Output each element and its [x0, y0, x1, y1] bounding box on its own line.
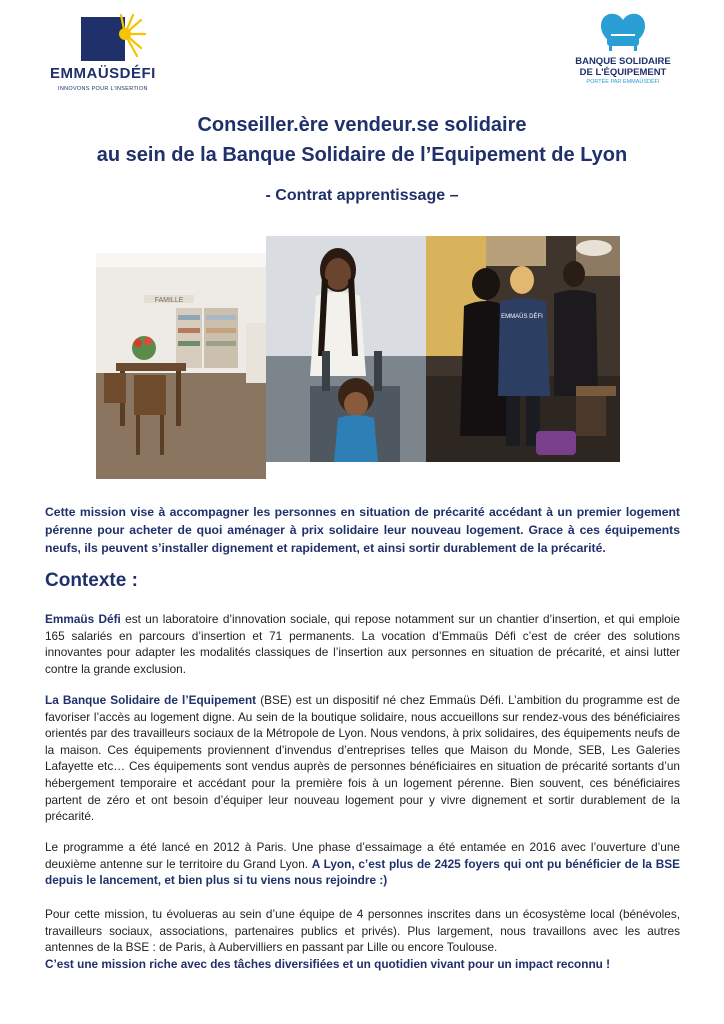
context-heading: Contexte : — [45, 570, 138, 591]
sun-icon — [81, 12, 151, 62]
team-showroom-photo — [426, 236, 620, 462]
paragraph-mission — [45, 906, 680, 972]
lyon-highlight: A Lyon, c’est plus de 2425 foyers qui ont pu bénéficier de la BSE depuis le lancement, et bien plus si tu viens nous rejoindre :) — [45, 856, 680, 888]
paragraph-emmaus-defi-text: est un laboratoire d’innovation sociale, qui repose notamment sur un chantier d’insertion, et qui emploie 165 salariés en parcours d’insertion et 71 permanents. La vocation d’Emmaüs Défi c’est de créer des solutions innovantes pour adapter les modalités classiques de l’insertion aux personnes en situation de précarité, et ainsi lutter contre la grande exclusion. — [45, 612, 680, 676]
paragraph-bse — [45, 692, 680, 825]
page-title-line2: au sein de la Banque Solidaire de l’Equipement de Lyon — [96, 144, 628, 166]
shop-interior-photo — [96, 253, 266, 479]
bse-name: La Banque Solidaire de l’Equipement — [45, 693, 257, 707]
bse-logo-line1: BANQUE SOLIDAIRE — [575, 56, 671, 67]
paragraph-programme-text: Le programme a été lancé en 2012 à Paris. Une phase d’essaimage a été entamée en 2016 avec l’ouverture d’une deuxième antenne sur le territoire du Grand Lyon. — [45, 840, 680, 871]
paragraph-mission-text: Pour cette mission, tu évolueras au sein d’une équipe de 4 personnes inscrites dans un écosystème local (bénévoles, travailleurs sociaux, associations, partenaires publics et privés). Plus largement, nous travaillons avec les autres antennes de la BSE : de Paris, à Aubervilliers en passant par Lille ou encore Toulouse. — [45, 907, 680, 955]
heart-sofa-icon — [595, 10, 651, 54]
vest-label: EMMAÜS DÉFI — [501, 314, 543, 320]
page-title-line1: Conseiller.ère vendeur.se solidaire — [197, 114, 527, 136]
contract-subtitle: - Contrat apprentissage – — [265, 187, 459, 204]
bse-logo — [568, 10, 678, 105]
paragraph-programme — [45, 839, 680, 889]
paragraph-bse-text: (BSE) est un dispositif né chez Emmaüs Défi. L’ambition du programme est de favoriser l’accès au logement digne. Au sein de la boutique solidaire, nous accueillons sur rendez-vous des bénéficiaires orientés par des travailleurs sociaux de la Métropole de Lyon. Nous vendons, à prix solidaires, des équipements neufs de la maison. Ces équipements proviennent d’invendus d’entreprises telles que Maison du Monde, SEB, Les Galeries Lafayette etc… Ces équipements sont vendus auprès de personnes bénéficiaires en situation de précarité sortants d’un hébergement temporaire et accédant pour la première fois à un logement pérenne. Bien souvent, ces bénéficiaires partent de zéro et ont besoin d’équiper leur nouveau logement pour y vivre dignement et sortir durablement de la précarité. — [45, 693, 680, 824]
bse-logo-line2: DE L'ÉQUIPEMENT — [579, 67, 667, 78]
emmaus-defi-logo — [48, 12, 168, 100]
mission-intro: Cette mission vise à accompagner les personnes en situation de précarité accédant à un premier logement pérenne pour acheter de quoi aménager à prix solidaire leur nouveau logement. Grace à ces équipements neufs, ils peuvent s’installer dignement et rapidement, et ainsi sortir durablement de la précarité. — [45, 505, 680, 555]
logo-name: EMMAÜSDÉFI — [50, 65, 156, 82]
closing-statement: C’est une mission riche avec des tâches diversifiées et un quotidien vivant pour un impact reconnu ! — [45, 956, 611, 971]
logo-tagline: INNOVONS POUR L'INSERTION — [58, 86, 148, 92]
woman-child-photo — [266, 236, 426, 462]
emmaus-defi-name: Emmaüs Défi — [45, 612, 121, 626]
bse-logo-line3: PORTÉE PAR EMMAÜSDÉFI — [586, 79, 660, 85]
famille-sign: FAMILLE — [154, 297, 184, 304]
paragraph-emmaus-defi — [45, 611, 680, 677]
